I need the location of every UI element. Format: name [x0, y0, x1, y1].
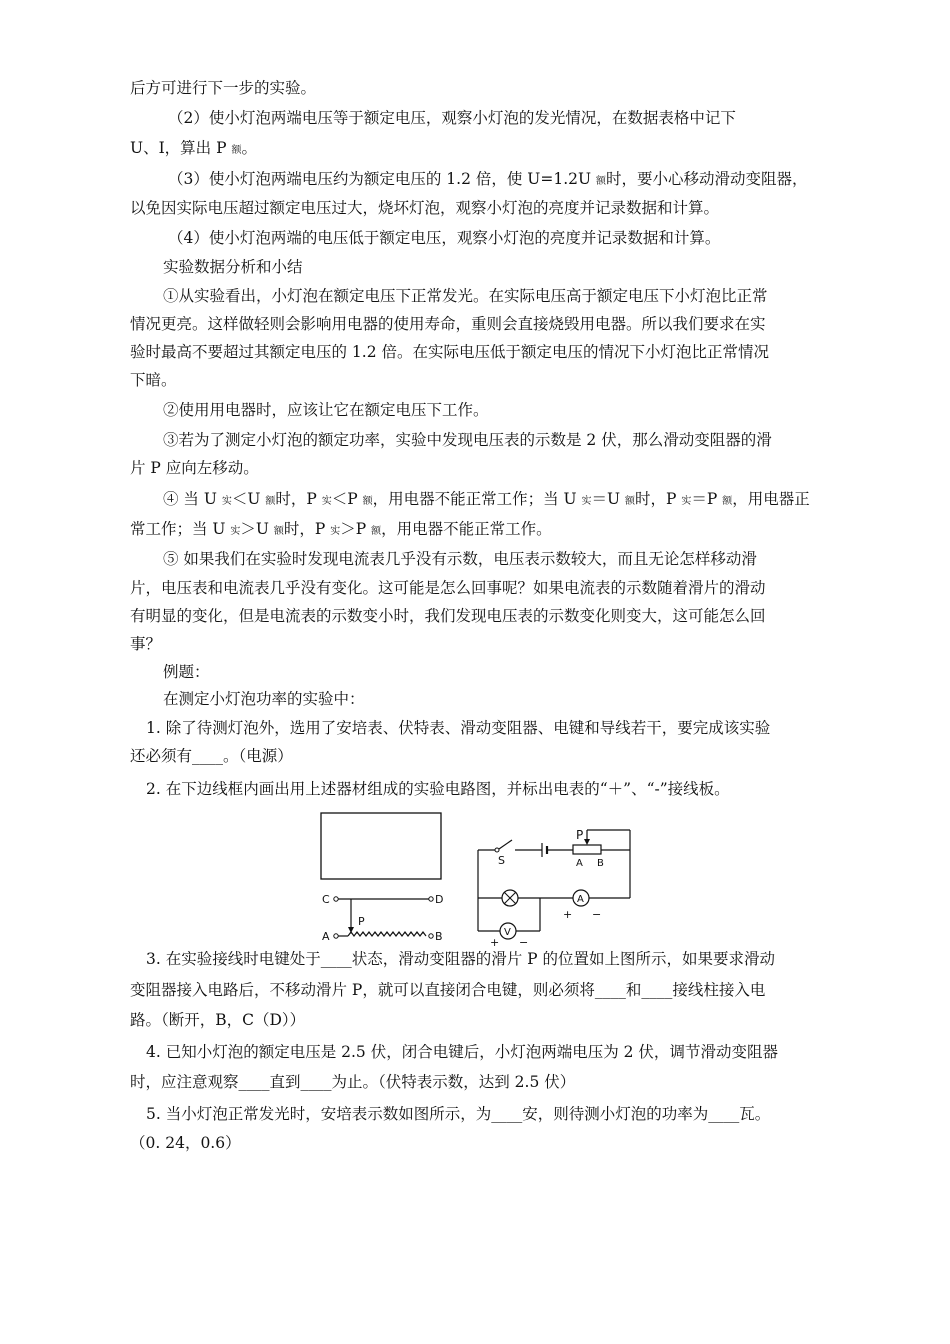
text-line: U、I，算出 P 额。 [130, 139, 257, 157]
question-3: 3. 在实验接线时电键处于____状态，滑动变阻器的滑片 P 的位置如上图所示，如果要求滑动 [146, 950, 776, 968]
text-line: ①从实验看出，小灯泡在额定电压下正常发光。在实际电压高于额定电压下小灯泡比正常 [163, 287, 768, 305]
circuit-diagram [470, 825, 635, 947]
rheostat-symbol [573, 845, 601, 854]
resistance-coil [348, 932, 426, 936]
text-line: 时，应注意观察____直到____为止。（伏特表示数，达到 2.5 伏） [130, 1073, 576, 1091]
text-line: （4）使小灯泡两端的电压低于额定电压，观察小灯泡的亮度并记录数据和计算。 [168, 229, 721, 247]
drawing-box [321, 813, 441, 879]
terminal-label-a: A [322, 930, 330, 943]
text-line: ②使用用电器时，应该让它在额定电压下工作。 [163, 401, 489, 419]
terminal-label-d: D [435, 893, 444, 906]
text-line: 在测定小灯泡功率的实验中： [163, 690, 365, 708]
ammeter-minus: − [592, 908, 602, 921]
rheostat-figure [318, 810, 448, 945]
switch-label-s: S [498, 854, 505, 867]
switch-blade [499, 840, 512, 849]
section-heading: 实验数据分析和小结 [163, 258, 303, 276]
text-line: 片 P 应向左移动。 [130, 459, 259, 477]
ammeter-plus: + [563, 908, 573, 921]
terminal-b [429, 934, 433, 938]
slider-label-p: P [358, 915, 365, 928]
terminal-label-b: B [435, 930, 443, 943]
rheostat-label-b: B [597, 858, 604, 869]
text-line: 还必须有____。（电源） [130, 747, 293, 765]
text-line: 变阻器接入电路后，不移动滑片 P，就可以直接闭合电键，则必须将____和____接线柱接入电 [130, 981, 766, 999]
terminal-label-c: C [322, 893, 330, 906]
text-line: （0. 24，0.6） [130, 1134, 241, 1152]
voltmeter-plus: + [490, 936, 500, 947]
text-line: ④ 当 U 实＜U 额时，P 实＜P 额，用电器不能正常工作；当 U 实＝U 额时，P 实＝P 额，用电器正 [163, 490, 810, 508]
question-5: 5. 当小灯泡正常发光时，安培表示数如图所示，为____安，则待测小灯泡的功率为____瓦。 [146, 1105, 771, 1123]
rheostat-label-a: A [576, 858, 583, 869]
slider-label-p: P [576, 828, 584, 842]
text-line: （3）使小灯泡两端电压约为额定电压的 1.2 倍，使 U=1.2U 额时，要小心移动滑动变阻器， [168, 170, 808, 188]
text-line: 常工作；当 U 实＞U 额时，P 实＞P 额，用电器不能正常工作。 [130, 520, 552, 538]
section-heading: 例题： [163, 663, 210, 681]
question-2: 2. 在下边线框内画出用上述器材组成的实验电路图，并标出电表的“＋”、“-”接线板。 [146, 780, 730, 798]
text-line: 下暗。 [130, 371, 177, 389]
slider-arrow [584, 839, 590, 845]
text-line: ⑤ 如果我们在实验时发现电流表几乎没有示数，电压表示数较大，而且无论怎样移动滑 [163, 550, 757, 568]
text-line: ③若为了测定小灯泡的额定功率，实验中发现电压表的示数是 2 伏，那么滑动变阻器的滑 [163, 431, 772, 449]
terminal-a [334, 934, 338, 938]
text-line: 情况更亮。这样做轻则会影响用电器的使用寿命，重则会直接烧毁用电器。所以我们要求在实 [130, 315, 766, 333]
text-line: 有明显的变化，但是电流表的示数变小时，我们发现电压表的示数变化则变大，这可能怎么回 [130, 607, 766, 625]
text-line: 验时最高不要超过其额定电压的 1.2 倍。在实际电压低于额定电压的情况下小灯泡比正常情况 [130, 343, 770, 361]
voltmeter-label: V [504, 927, 511, 938]
switch-pivot [495, 848, 499, 852]
ammeter-label: A [577, 894, 584, 905]
text-line: 后方可进行下一步的实验。 [130, 79, 317, 97]
question-4: 4. 已知小灯泡的额定电压是 2.5 伏，闭合电键后，小灯泡两端电压为 2 伏，调节滑动变阻器 [146, 1043, 778, 1061]
terminal-c [334, 897, 338, 901]
text-line: （2）使小灯泡两端电压等于额定电压，观察小灯泡的发光情况，在数据表格中记下 [168, 109, 736, 127]
text-line: 事？ [130, 635, 162, 653]
question-1: 1. 除了待测灯泡外，选用了安培表、伏特表、滑动变阻器、电键和导线若干，要完成该实验 [146, 719, 771, 737]
text-line: 以免因实际电压超过额定电压过大，烧坏灯泡，观察小灯泡的亮度并记录数据和计算。 [130, 199, 720, 217]
text-line: 路。（断开，B，C（D）） [130, 1011, 306, 1029]
text-line: 片，电压表和电流表几乎没有变化。这可能是怎么回事呢？如果电流表的示数随着滑片的滑动 [130, 579, 766, 597]
voltmeter-minus: − [519, 936, 529, 947]
terminal-d [429, 897, 433, 901]
